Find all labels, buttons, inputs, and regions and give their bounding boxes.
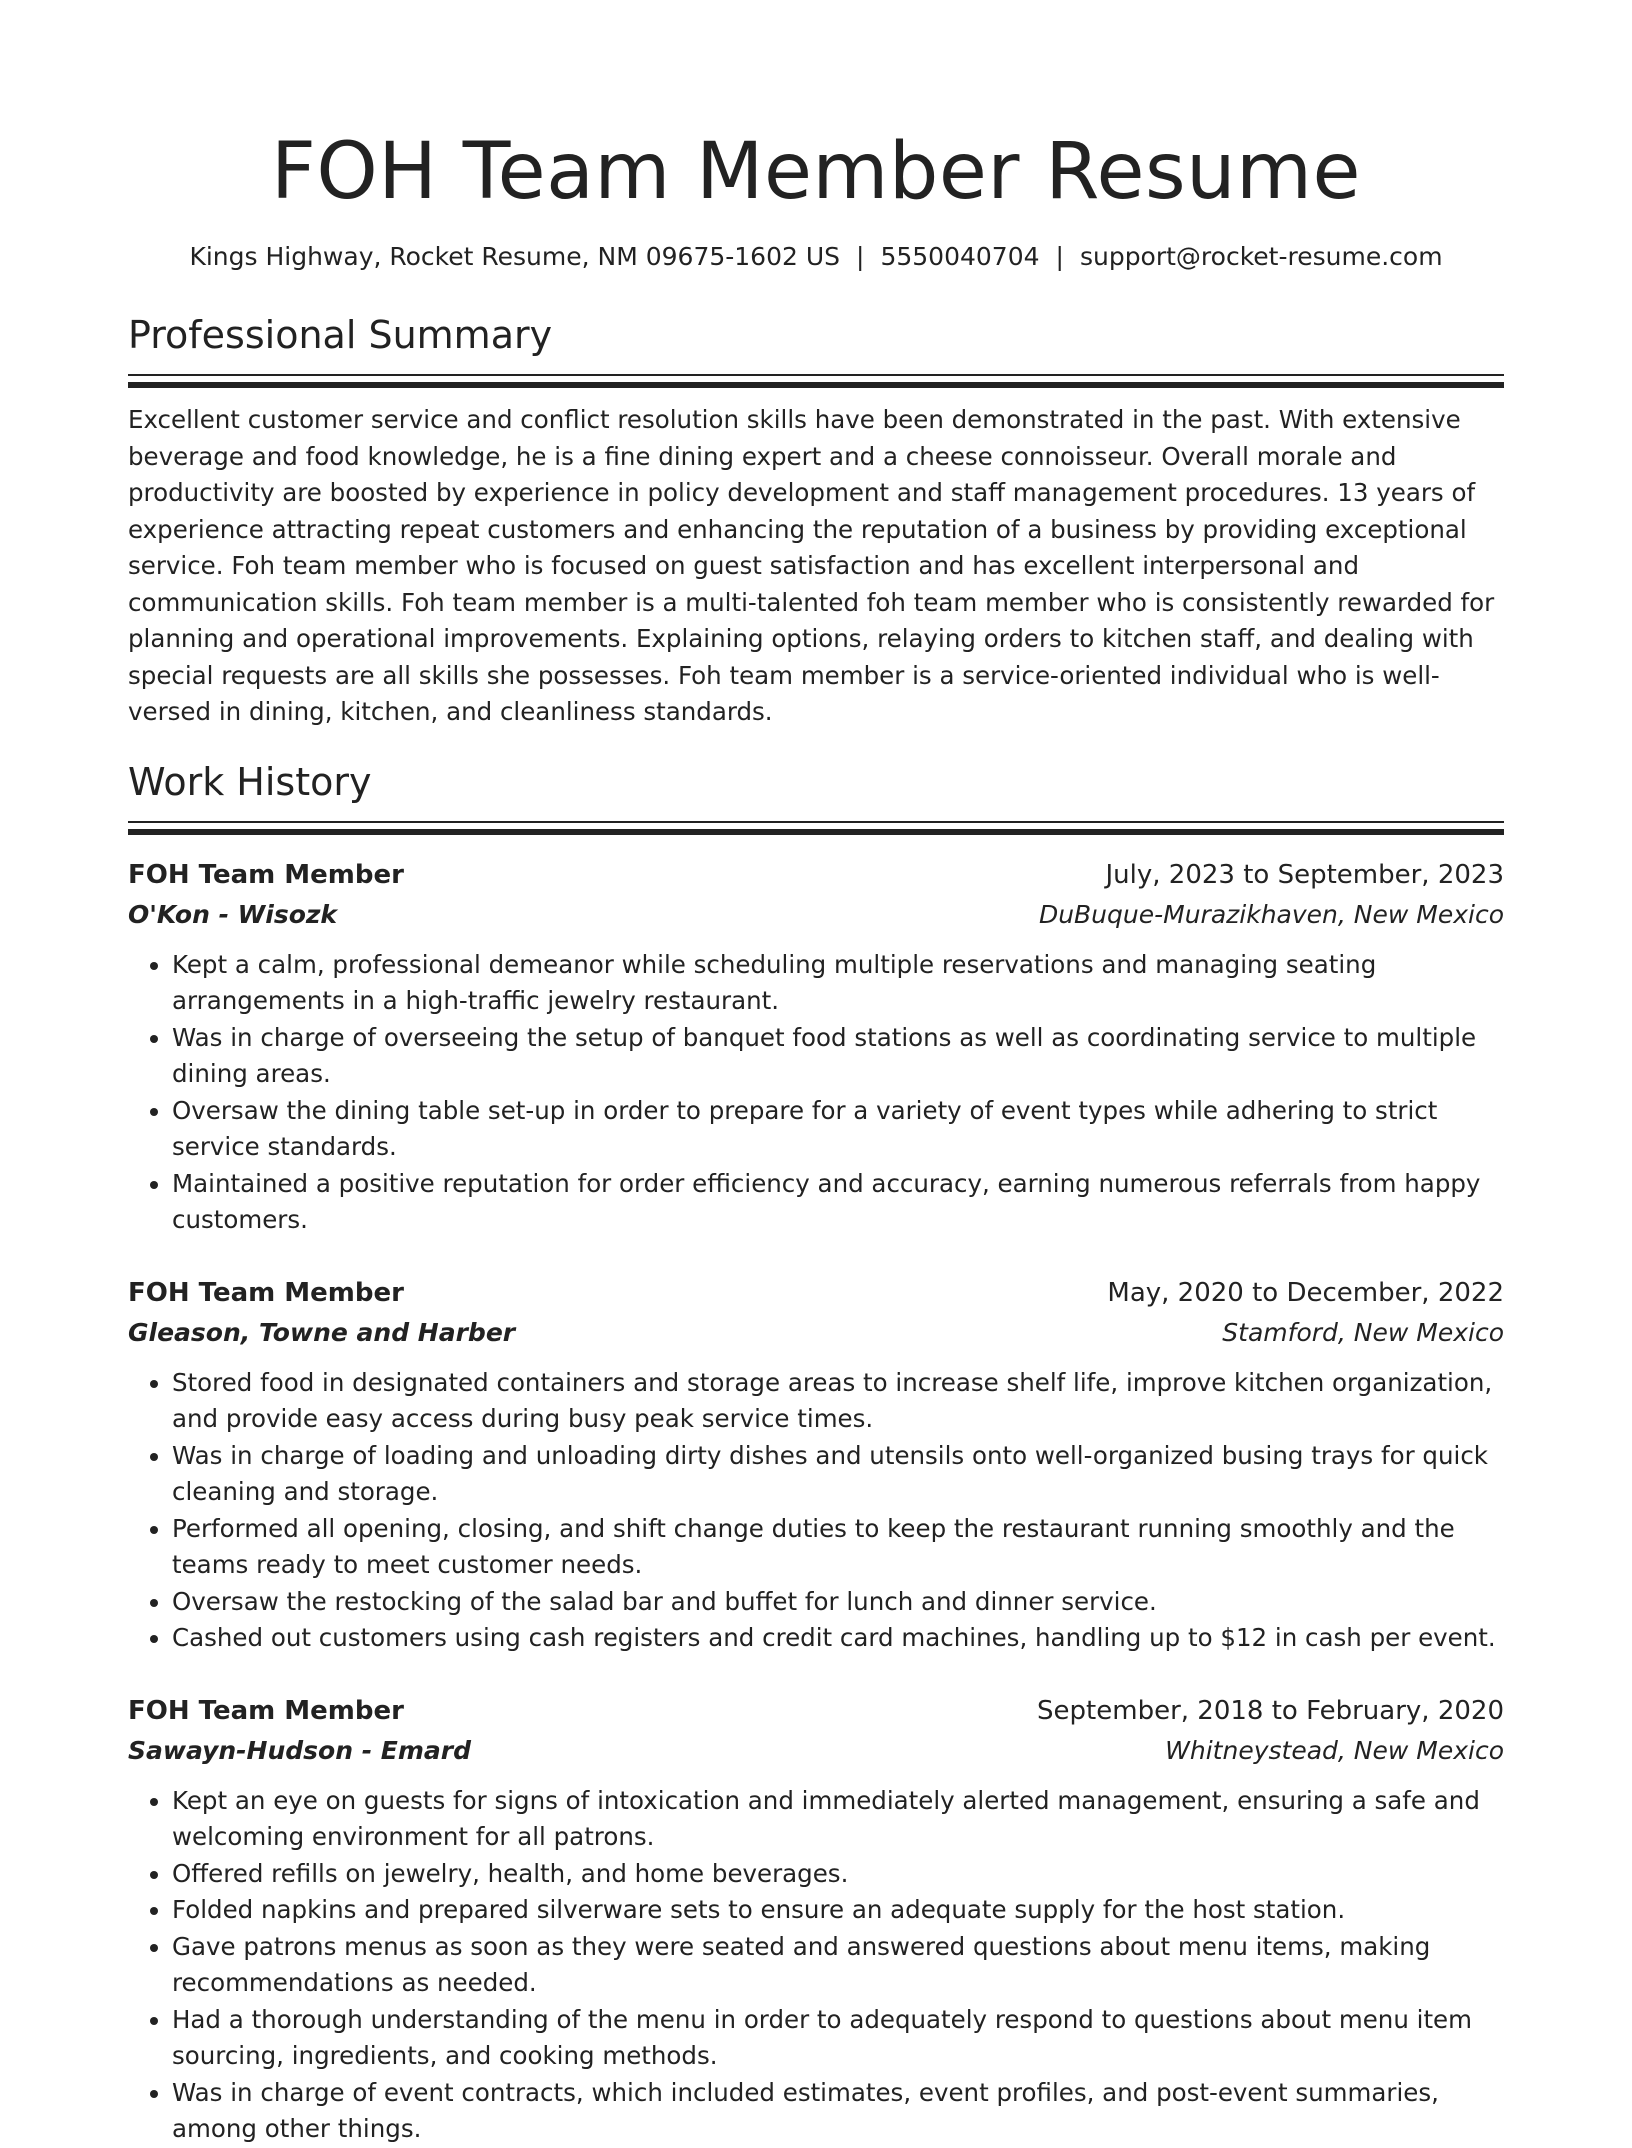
job-company: Sawayn-Hudson - Emard bbox=[128, 1735, 472, 1765]
list-item: • Had a thorough understanding of the menu in order to adequately respond to questions about menu item sourcing, ingredients, and cooking methods. bbox=[172, 2002, 1504, 2075]
work-history-section bbox=[128, 757, 1504, 2148]
list-item: • Performed all opening, closing, and shift change duties to keep the restaurant running smoothly and the teams ready to meet customer needs. bbox=[172, 1511, 1504, 1584]
list-item: • Kept an eye on guests for signs of intoxication and immediately alerted management, ensuring a safe and welcoming environment for all patrons. bbox=[172, 1783, 1504, 1856]
summary-text: Excellent customer service and conflict resolution skills have been demonstrated in the past. With extensive beverage and food knowledge, he is a fine dining expert and a cheese connoisseur. Overall morale and productivity are boosted by experience in policy development and staff management procedures. 13 years of experience attracting repeat customers and enhancing the reputation of a business by providing exceptional service. Foh team member who is focused on guest satisfaction and has excellent interpersonal and communication skills. Foh team member is a multi-talented foh team member who is consistently rewarded for planning and operational improvements. Explaining options, relaying orders to kitchen staff, and dealing with special requests are all skills she possesses. Foh team member is a service-oriented individual who is well-versed in dining, kitchen, and cleanliness standards. bbox=[128, 405, 1495, 726]
job-subheader bbox=[128, 895, 1504, 935]
list-item: • Cashed out customers using cash registers and credit card machines, handling up to $12 in cash per event. bbox=[172, 1620, 1504, 1657]
job-title: FOH Team Member bbox=[128, 1277, 404, 1308]
list-item: • Gave patrons menus as soon as they were seated and answered questions about menu items, making recommendations as needed. bbox=[172, 1929, 1504, 2002]
job-subheader bbox=[128, 1313, 1504, 1353]
job-entry bbox=[128, 1691, 1504, 2148]
list-item: • Kept a calm, professional demeanor while scheduling multiple reservations and managing seating arrangements in a high-traffic jewelry restaurant. bbox=[172, 947, 1504, 1020]
job-entry bbox=[128, 855, 1504, 1239]
section-heading-work-history: Work History bbox=[128, 759, 372, 804]
contact-separator: | bbox=[856, 242, 865, 271]
contact-separator: | bbox=[1055, 242, 1064, 271]
job-bullets bbox=[128, 947, 1504, 1239]
job-company: Gleason, Towne and Harber bbox=[128, 1317, 516, 1347]
list-item: • Was in charge of loading and unloading dirty dishes and utensils onto well-organized busing trays for quick cleaning and storage. bbox=[172, 1438, 1504, 1511]
job-title: FOH Team Member bbox=[128, 1695, 404, 1726]
job-location: Stamford, New Mexico bbox=[1222, 1317, 1504, 1347]
list-item: • Oversaw the dining table set-up in order to prepare for a variety of event types while adhering to strict service standards. bbox=[172, 1093, 1504, 1166]
contact-address: Kings Highway, Rocket Resume, NM 09675-1602 US bbox=[189, 242, 841, 271]
job-bullets bbox=[128, 1783, 1504, 2148]
job-location: Whitneystead, New Mexico bbox=[1165, 1735, 1504, 1765]
job-title: FOH Team Member bbox=[128, 859, 404, 890]
job-header bbox=[128, 1273, 1504, 1313]
list-item: • Was in charge of overseeing the setup of banquet food stations as well as coordinating service to multiple dining areas. bbox=[172, 1020, 1504, 1093]
section-divider bbox=[128, 374, 1504, 388]
job-bullets bbox=[128, 1365, 1504, 1657]
job-dates: September, 2018 to February, 2020 bbox=[1037, 1695, 1504, 1726]
contact-phone: 5550040704 bbox=[880, 242, 1040, 271]
job-entry bbox=[128, 1273, 1504, 1657]
professional-summary-section bbox=[128, 310, 1504, 731]
list-item: • Stored food in designated containers and storage areas to increase shelf life, improve kitchen organization, and provide easy access during busy peak service times. bbox=[172, 1365, 1504, 1438]
list-item: • Oversaw the restocking of the salad bar and buffet for lunch and dinner service. bbox=[172, 1584, 1504, 1621]
page-title: FOH Team Member Resume bbox=[270, 127, 1361, 217]
job-header bbox=[128, 855, 1504, 895]
job-dates: July, 2023 to September, 2023 bbox=[1105, 859, 1504, 890]
job-dates: May, 2020 to December, 2022 bbox=[1107, 1277, 1504, 1308]
list-item: • Offered refills on jewelry, health, and home beverages. bbox=[172, 1856, 1504, 1893]
list-item: • Maintained a positive reputation for order efficiency and accuracy, earning numerous referrals from happy customers. bbox=[172, 1166, 1504, 1239]
contact-line bbox=[128, 240, 1504, 274]
section-heading-summary: Professional Summary bbox=[128, 313, 553, 357]
contact-email: support@rocket-resume.com bbox=[1079, 242, 1443, 271]
list-item: • Was in charge of event contracts, which included estimates, event profiles, and post-event summaries, among other things. bbox=[172, 2075, 1504, 2148]
list-item: • Folded napkins and prepared silverware sets to ensure an adequate supply for the host station. bbox=[172, 1892, 1504, 1929]
section-divider bbox=[128, 821, 1504, 835]
job-header bbox=[128, 1691, 1504, 1731]
job-location: DuBuque-Murazikhaven, New Mexico bbox=[1038, 899, 1504, 929]
job-subheader bbox=[128, 1731, 1504, 1771]
job-company: O'Kon - Wisozk bbox=[128, 899, 338, 929]
